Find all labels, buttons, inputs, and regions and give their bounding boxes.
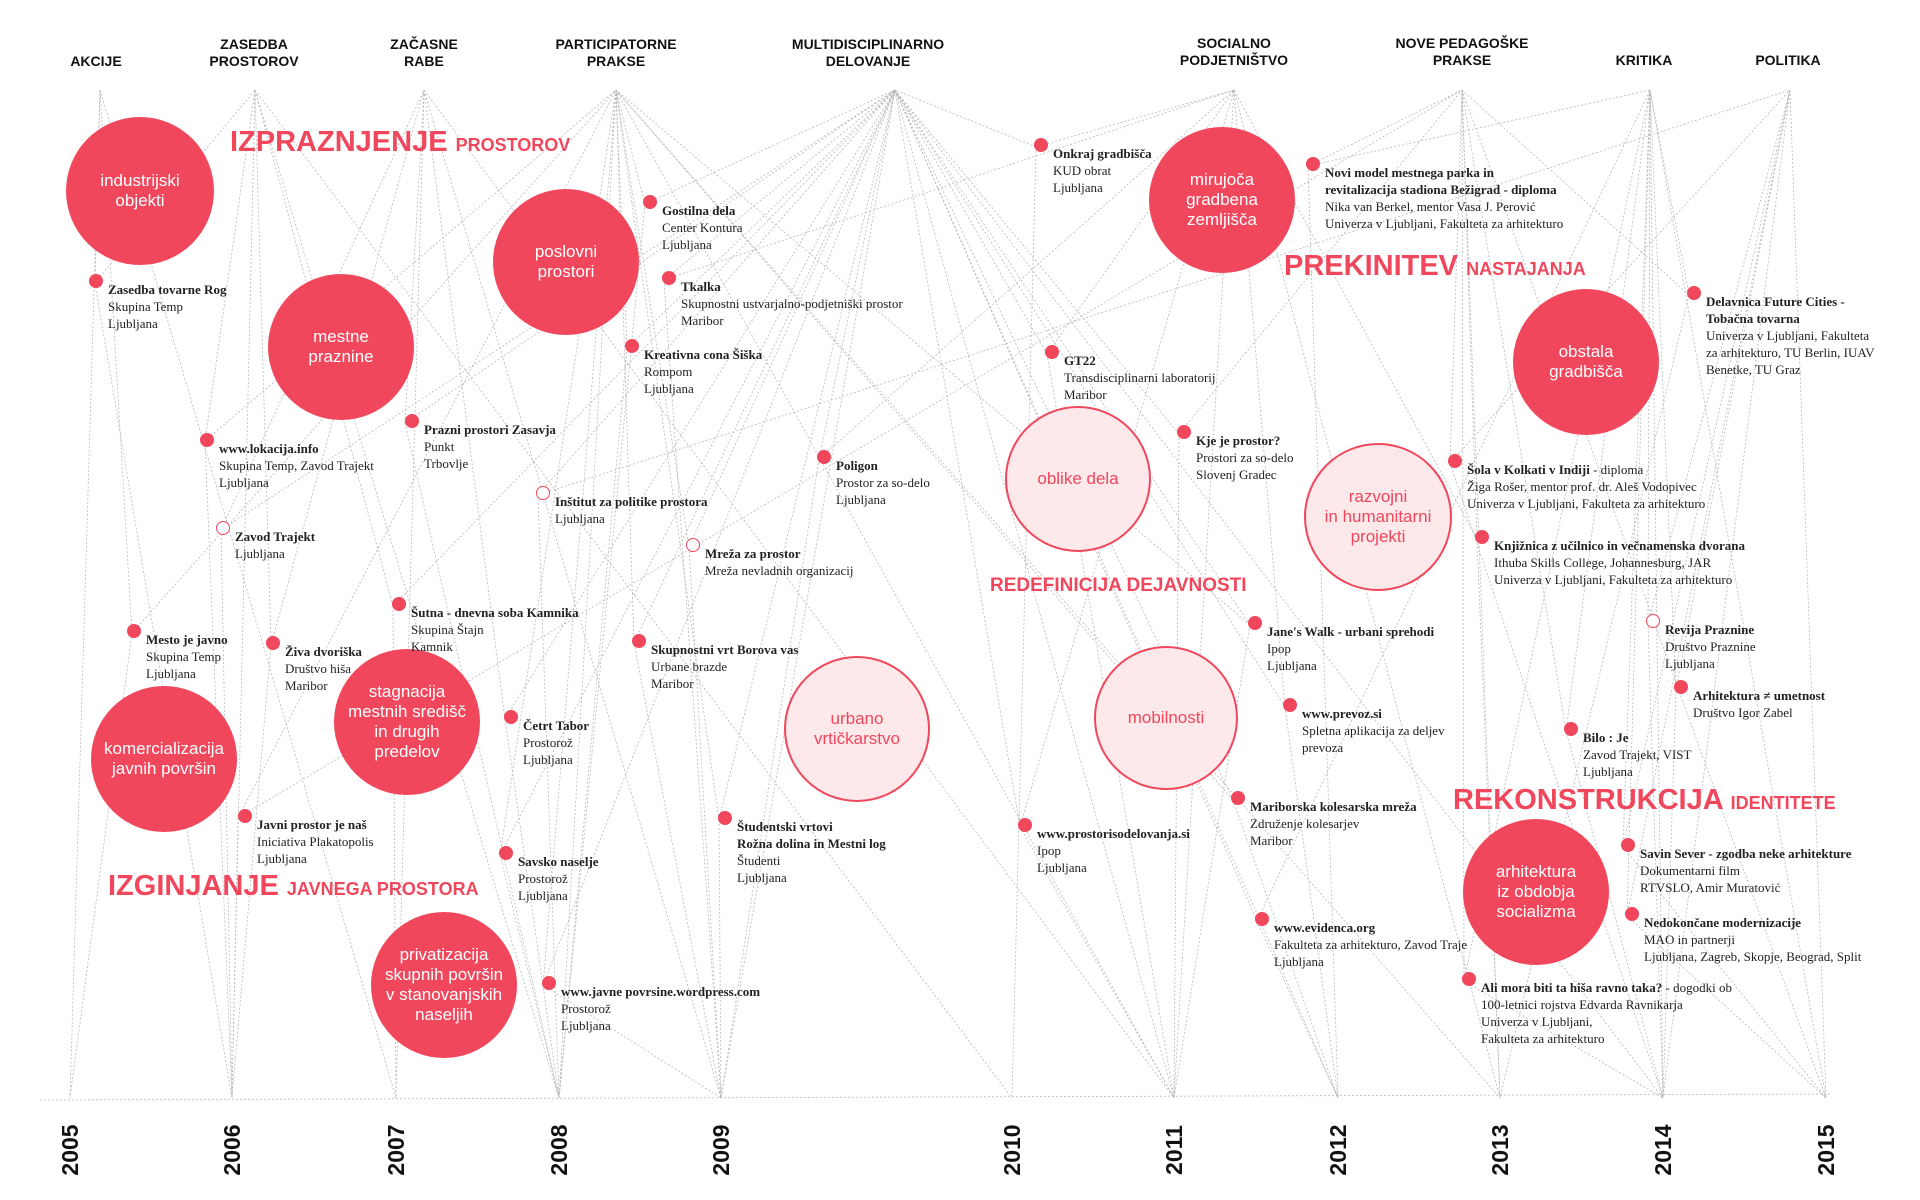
- year-2005: 2005: [57, 1124, 83, 1176]
- project-dot: [542, 976, 556, 990]
- project-janes-walk: [1267, 623, 1434, 674]
- project-lokacija-info: [219, 440, 374, 491]
- project-title: Nedokončane modernizacije: [1644, 915, 1802, 930]
- project-line: Društvo Praznine: [1665, 639, 1756, 654]
- project-dot: [1018, 818, 1032, 832]
- project-dot: [1177, 425, 1191, 439]
- project-javne-povrsine: [561, 983, 760, 1034]
- project-line: Maribor: [1064, 387, 1107, 402]
- year-2014: 2014: [1650, 1124, 1676, 1176]
- project-dot: [392, 597, 406, 611]
- project-line: Ljubljana: [836, 492, 886, 507]
- project-title: Gostilna dela: [662, 203, 736, 218]
- bubble-industrijski-objekti: industrijski objekti: [66, 117, 214, 265]
- project-title: Živa dvoriška: [285, 644, 362, 659]
- category-zasedba-prostorov: ZASEDBA PROSTOROV: [209, 36, 299, 69]
- project-dot: [1045, 345, 1059, 359]
- year-2009: 2009: [708, 1124, 734, 1176]
- project-nedokoncane-modernizacije: [1644, 914, 1861, 965]
- project-line: Ljubljana: [1274, 954, 1324, 969]
- project-line: Rompom: [644, 364, 693, 379]
- project-title: Mesto je javno: [146, 632, 228, 647]
- project-line: Ljubljana: [146, 666, 196, 681]
- project-line: Punkt: [424, 439, 455, 454]
- project-line: Univerza v Ljubljani, Fakulteta za arhitekturo: [1325, 216, 1564, 231]
- bubble-oblike-dela: oblike dela: [1005, 406, 1151, 552]
- bubble-urbano-vrtickarstvo: urbano vrtičkarstvo: [784, 656, 930, 802]
- year-2012: 2012: [1325, 1124, 1351, 1176]
- project-line: Prostori za so-delo: [1196, 450, 1294, 465]
- project-dot: [1283, 698, 1297, 712]
- project-line: MAO in partnerji: [1644, 932, 1735, 947]
- connection-line: [221, 530, 232, 1098]
- project-dot: [686, 538, 700, 552]
- project-line: KUD obrat: [1053, 163, 1112, 178]
- project-line: Skupina Temp: [146, 649, 222, 664]
- project-suffix: - dogodki ob: [1662, 980, 1732, 995]
- project-arhitektura-ni-umetnost: [1693, 687, 1825, 721]
- project-line: Maribor: [681, 313, 724, 328]
- project-line: Ljubljana: [561, 1018, 611, 1033]
- theme-main: IZPRAZNJENJE: [230, 126, 448, 158]
- project-title: Ali mora biti ta hiša ravno taka?: [1481, 980, 1663, 995]
- project-line: Univerza v Ljubljani, Fakulteta: [1706, 328, 1870, 343]
- project-line: za arhitekturo, TU Berlin, IUAV: [1706, 345, 1875, 360]
- category-kritika: KRITIKA: [1615, 52, 1673, 68]
- project-institut-za-politike-prostora: [555, 493, 708, 527]
- project-line: revitalizacija stadiona Bežigrad - diploma: [1325, 182, 1557, 197]
- bubble-arhitektura-socializma: arhitektura iz obdobja socializma: [1463, 819, 1609, 965]
- connection-line: [232, 90, 255, 1098]
- project-dot: [1625, 907, 1639, 921]
- connection-line: [895, 90, 1047, 354]
- theme-izginjanje-javnega-prostora: [108, 870, 479, 903]
- project-dot: [405, 414, 419, 428]
- project-javni-prostor-je-nas: [257, 816, 374, 867]
- project-dot: [536, 486, 550, 500]
- project-title: Jane's Walk - urbani sprehodi: [1267, 624, 1435, 639]
- year-2006: 2006: [219, 1124, 245, 1176]
- project-skupnostni-vrt-borova-vas: [651, 641, 799, 692]
- category-politika: POLITIKA: [1755, 52, 1821, 68]
- connection-line: [40, 1094, 1830, 1100]
- project-knjiznica-z-ucilnico: [1494, 537, 1745, 588]
- project-dot: [1448, 454, 1462, 468]
- project-line: RTVSLO, Amir Muratović: [1640, 880, 1781, 895]
- project-studentski-vrtovi: [737, 818, 886, 886]
- category-akcije: AKCIJE: [70, 53, 122, 69]
- project-line: Ljubljana, Zagreb, Skopje, Beograd, Split: [1644, 949, 1862, 964]
- project-line: Slovenj Gradec: [1196, 467, 1277, 482]
- bubble-mestne-praznine: mestne praznine: [268, 274, 414, 420]
- theme-sub: NASTAJANJA: [1466, 259, 1586, 279]
- bubble-privatizacija-skupnih-povrsin: privatizacija skupnih površin v stanovanjskih naseljih: [371, 912, 517, 1058]
- theme-redefinicija-dejavnosti: [990, 575, 1247, 597]
- year-2013: 2013: [1487, 1124, 1513, 1176]
- project-dot: [1231, 791, 1245, 805]
- project-title: Inštitut za politike prostora: [555, 494, 708, 509]
- project-line: Maribor: [1250, 833, 1293, 848]
- project-line: Prostor za so-delo: [836, 475, 930, 490]
- project-mreza-za-prostor: [705, 545, 853, 579]
- project-title: GT22: [1064, 353, 1096, 368]
- project-line: Ljubljana: [662, 237, 712, 252]
- project-dot: [1034, 138, 1048, 152]
- project-prevoz-si: [1302, 705, 1445, 756]
- project-dot: [1462, 972, 1476, 986]
- project-dot: [643, 195, 657, 209]
- project-line: Fakulteta za arhitekturo, Zavod Traje: [1274, 937, 1468, 952]
- connection-line: [1650, 90, 1676, 689]
- project-title: Arhitektura ≠ umetnost: [1693, 688, 1826, 703]
- project-line: Univerza v Ljubljani, Fakulteta za arhitekturo: [1494, 572, 1733, 587]
- category-nove-pedagoske-prakse: NOVE PEDAGOŠKE PRAKSE: [1395, 35, 1529, 68]
- project-novi-model-mestnega-parka: [1325, 164, 1563, 232]
- project-line: Benetke, TU Graz: [1706, 362, 1801, 377]
- connection-line: [505, 719, 559, 1098]
- project-kreativna-cona-siska: [644, 346, 762, 397]
- project-line: Ljubljana: [518, 888, 568, 903]
- project-line: Trbovlje: [424, 456, 469, 471]
- project-dot: [89, 274, 103, 288]
- project-line: Prostorož: [523, 735, 573, 750]
- project-title: Knjižnica z učilnico in večnamenska dvorana: [1494, 538, 1745, 553]
- project-line: Ljubljana: [1267, 658, 1317, 673]
- project-dot: [1248, 616, 1262, 630]
- project-onkraj-gradbisca: [1053, 145, 1152, 196]
- project-line: Prostorož: [561, 1001, 611, 1016]
- project-dot: [200, 433, 214, 447]
- project-zasedba-tovarne-rog: [108, 281, 226, 332]
- connection-line: [1650, 90, 1689, 295]
- project-cetrt-tabor: [523, 717, 589, 768]
- project-line: Spletna aplikacija za deljev: [1302, 723, 1445, 738]
- category-participatorne-prakse: PARTICIPATORNE PRAKSE: [555, 36, 677, 69]
- project-line: Društvo hiša: [285, 661, 352, 676]
- project-dot: [1306, 157, 1320, 171]
- project-title: Savsko naselje: [518, 854, 599, 869]
- year-2007: 2007: [383, 1124, 409, 1176]
- project-line: Združenje kolesarjev: [1250, 816, 1360, 831]
- project-title: Novi model mestnega parka in: [1325, 165, 1494, 180]
- project-line: Nika van Berkel, mentor Vasa J. Perović: [1325, 199, 1536, 214]
- project-line: Rožna dolina in Mestni log: [737, 836, 886, 851]
- project-title: Mariborska kolesarska mreža: [1250, 799, 1417, 814]
- project-dot: [499, 846, 513, 860]
- project-dot: [1687, 286, 1701, 300]
- project-dot: [718, 811, 732, 825]
- project-line: Ithuba Skills College, Johannesburg, JAR: [1494, 555, 1712, 570]
- theme-sub: JAVNEGA PROSTORA: [286, 879, 479, 899]
- theme-main: REDEFINICIJA DEJAVNOSTI: [990, 575, 1247, 596]
- project-line: Ljubljana: [235, 546, 285, 561]
- project-title: www.javne povrsine.wordpress.com: [561, 984, 761, 999]
- project-ali-mora-biti-ta-hisa: [1481, 979, 1732, 1047]
- theme-sub: PROSTOROV: [455, 135, 571, 155]
- theme-prekinitev-nastajanja: [1284, 250, 1586, 283]
- theme-main: PREKINITEV: [1284, 250, 1459, 282]
- theme-main: IZGINJANJE: [108, 870, 279, 902]
- project-line: Ljubljana: [1053, 180, 1103, 195]
- bubble-poslovni-prostori: poslovni prostori: [493, 189, 639, 335]
- project-title: Četrt Tabor: [523, 718, 590, 733]
- project-savsko-naselje: [518, 853, 599, 904]
- project-dot: [216, 521, 230, 535]
- bubble-stagnacija-mestnih-sredisc: stagnacija mestnih središč in drugih predelov: [334, 649, 480, 795]
- project-prazni-prostori-zasavja: [424, 421, 556, 472]
- project-bilo-je: [1583, 729, 1691, 780]
- project-kje-je-prostor: [1196, 432, 1293, 483]
- project-title: Delavnica Future Cities -: [1706, 294, 1845, 309]
- project-line: Tobačna tovarna: [1706, 311, 1800, 326]
- project-title: www.prevoz.si: [1302, 706, 1382, 721]
- project-line: Univerza v Ljubljani, Fakulteta za arhitekturo: [1467, 496, 1706, 511]
- project-mariborska-kolesarska-mreza: [1250, 798, 1417, 849]
- project-dot: [625, 339, 639, 353]
- project-line: Maribor: [285, 678, 328, 693]
- project-dot: [1674, 680, 1688, 694]
- project-title: Zasedba tovarne Rog: [108, 282, 227, 297]
- project-title: Zavod Trajekt: [235, 529, 316, 544]
- project-title: Študentski vrtovi: [737, 819, 833, 834]
- project-line: Ljubljana: [737, 870, 787, 885]
- project-line: Skupina Temp: [108, 299, 184, 314]
- connection-line: [819, 90, 895, 459]
- project-gostilna-dela: [662, 202, 743, 253]
- project-line: prevoza: [1302, 740, 1344, 755]
- project-savin-sever: [1640, 845, 1852, 896]
- project-dot: [1255, 912, 1269, 926]
- project-line: Društvo Igor Zabel: [1693, 705, 1793, 720]
- theme-izpraznjenje-prostorov: [230, 126, 570, 159]
- project-title: Mreža za prostor: [705, 546, 801, 561]
- project-title: Kreativna cona Šiška: [644, 347, 763, 362]
- project-line: Urbane brazde: [651, 659, 728, 674]
- project-line: Ljubljana: [1665, 656, 1715, 671]
- project-dot: [127, 624, 141, 638]
- project-line: Fakulteta za arhitekturo: [1481, 1031, 1605, 1046]
- connection-line: [1676, 90, 1790, 689]
- connection-line: [1285, 707, 1338, 1098]
- project-line: Študenti: [737, 853, 781, 868]
- year-2008: 2008: [546, 1124, 572, 1176]
- project-zavod-trajekt: [235, 528, 315, 562]
- bubble-razvojni-projekti: razvojni in humanitarni projekti: [1304, 443, 1452, 591]
- project-mesto-je-javno: [146, 631, 228, 682]
- project-line: Ljubljana: [108, 316, 158, 331]
- project-delavnica-future-cities: [1706, 293, 1874, 378]
- project-title: Savin Sever - zgodba neke arhitekture: [1640, 846, 1852, 861]
- project-line: Prostorož: [518, 871, 568, 886]
- project-line: Ljubljana: [644, 381, 694, 396]
- project-prostorisodelovanja: [1037, 825, 1190, 876]
- connection-line: [616, 90, 719, 820]
- bubble-mirujoca-gradbena-zemljisca: mirujoča gradbena zemljišča: [1149, 127, 1295, 273]
- project-line: Kamnik: [411, 639, 453, 654]
- connection-line: [616, 90, 689, 547]
- project-line: Ljubljana: [1583, 764, 1633, 779]
- project-ziva-dvoriska: [285, 643, 362, 694]
- project-line: Ljubljana: [523, 752, 573, 767]
- connection-line: [1012, 147, 1036, 1098]
- year-2011: 2011: [1161, 1125, 1187, 1175]
- project-title: Šutna - dnevna soba Kamnika: [411, 605, 579, 620]
- category-zacasne-rabe: ZAČASNE RABE: [390, 36, 458, 69]
- project-line: Univerza v Ljubljani,: [1481, 1014, 1593, 1029]
- connection-line: [719, 820, 721, 1098]
- project-line: Iniciativa Plakatopolis: [257, 834, 374, 849]
- project-line: 100-letnici rojstva Edvarda Ravnikarja: [1481, 997, 1683, 1012]
- project-gt22: [1064, 352, 1216, 403]
- project-title: Tkalka: [681, 279, 721, 294]
- connection-line: [1308, 90, 1462, 166]
- project-dot: [266, 636, 280, 650]
- project-line: Mreža nevladnih organizacij: [705, 563, 854, 578]
- project-suffix: - diploma: [1589, 462, 1644, 477]
- project-line: Žiga Rošer, mentor prof. dr. Aleš Vodopivec: [1467, 479, 1697, 494]
- project-title: www.lokacija.info: [219, 441, 319, 456]
- project-title: Revija Praznine: [1665, 622, 1755, 637]
- project-title: Kje je prostor?: [1196, 433, 1281, 448]
- project-line: Skupina Temp, Zavod Trajekt: [219, 458, 374, 473]
- project-dot: [1646, 614, 1660, 628]
- project-title: Šola v Kolkati v Indiji: [1467, 462, 1590, 477]
- project-line: Transdisciplinarni laboratorij: [1064, 370, 1216, 385]
- bubble-komercializacija-javnih-povrsin: komercializacija javnih površin: [91, 686, 237, 832]
- project-dot: [662, 271, 676, 285]
- bubble-mobilnosti: mobilnosti: [1094, 646, 1238, 790]
- project-line: Zavod Trajekt, VIST: [1583, 747, 1692, 762]
- project-line: Skupnostni ustvarjalno-podjetniški prostor: [681, 296, 903, 311]
- project-line: Ljubljana: [257, 851, 307, 866]
- project-poligon: [836, 457, 930, 508]
- theme-rekonstrukcija-identitete: [1453, 784, 1836, 817]
- project-title: Onkraj gradbišča: [1053, 146, 1152, 161]
- project-dot: [238, 809, 252, 823]
- year-2010: 2010: [999, 1124, 1025, 1176]
- project-tkalka: [681, 278, 903, 329]
- project-title: Bilo : Je: [1583, 730, 1629, 745]
- project-dot: [1621, 838, 1635, 852]
- project-line: Dokumentarni film: [1640, 863, 1741, 878]
- bubble-obstala-gradbisca: obstala gradbišča: [1513, 289, 1659, 435]
- project-line: Skupina Štajn: [411, 622, 484, 637]
- project-dot: [632, 634, 646, 648]
- category-multidisciplinarno-delovanje: MULTIDISCIPLINARNO DELOVANJE: [791, 36, 945, 69]
- category-socialno-podjetnistvo: SOCIALNO PODJETNIŠTVO: [1179, 35, 1289, 68]
- project-sola-v-kolkati: [1467, 461, 1705, 512]
- project-title: Javni prostor je naš: [257, 817, 367, 832]
- project-line: Maribor: [651, 676, 694, 691]
- project-revija-praznine: [1665, 621, 1756, 672]
- project-title: www.prostorisodelovanja.si: [1037, 826, 1190, 841]
- year-2015: 2015: [1813, 1124, 1839, 1176]
- project-evidenca: [1274, 919, 1467, 970]
- project-dot: [1475, 530, 1489, 544]
- project-dot: [1564, 722, 1578, 736]
- connection-line: [1308, 90, 1650, 166]
- project-dot: [504, 710, 518, 724]
- theme-main: REKONSTRUKCIJA: [1453, 784, 1723, 816]
- project-title: Prazni prostori Zasavja: [424, 422, 556, 437]
- project-line: Ljubljana: [555, 511, 605, 526]
- project-sutna: [411, 604, 579, 655]
- project-line: Ljubljana: [219, 475, 269, 490]
- connection-line: [616, 90, 634, 643]
- project-line: Center Kontura: [662, 220, 743, 235]
- project-title: www.evidenca.org: [1274, 920, 1376, 935]
- project-dot: [817, 450, 831, 464]
- project-line: Ipop: [1267, 641, 1291, 656]
- project-line: Ljubljana: [1037, 860, 1087, 875]
- project-line: Ipop: [1037, 843, 1061, 858]
- connection-line: [645, 90, 895, 204]
- theme-sub: IDENTITETE: [1730, 793, 1836, 813]
- project-title: Skupnostni vrt Borova vas: [651, 642, 799, 657]
- project-title: Poligon: [836, 458, 878, 473]
